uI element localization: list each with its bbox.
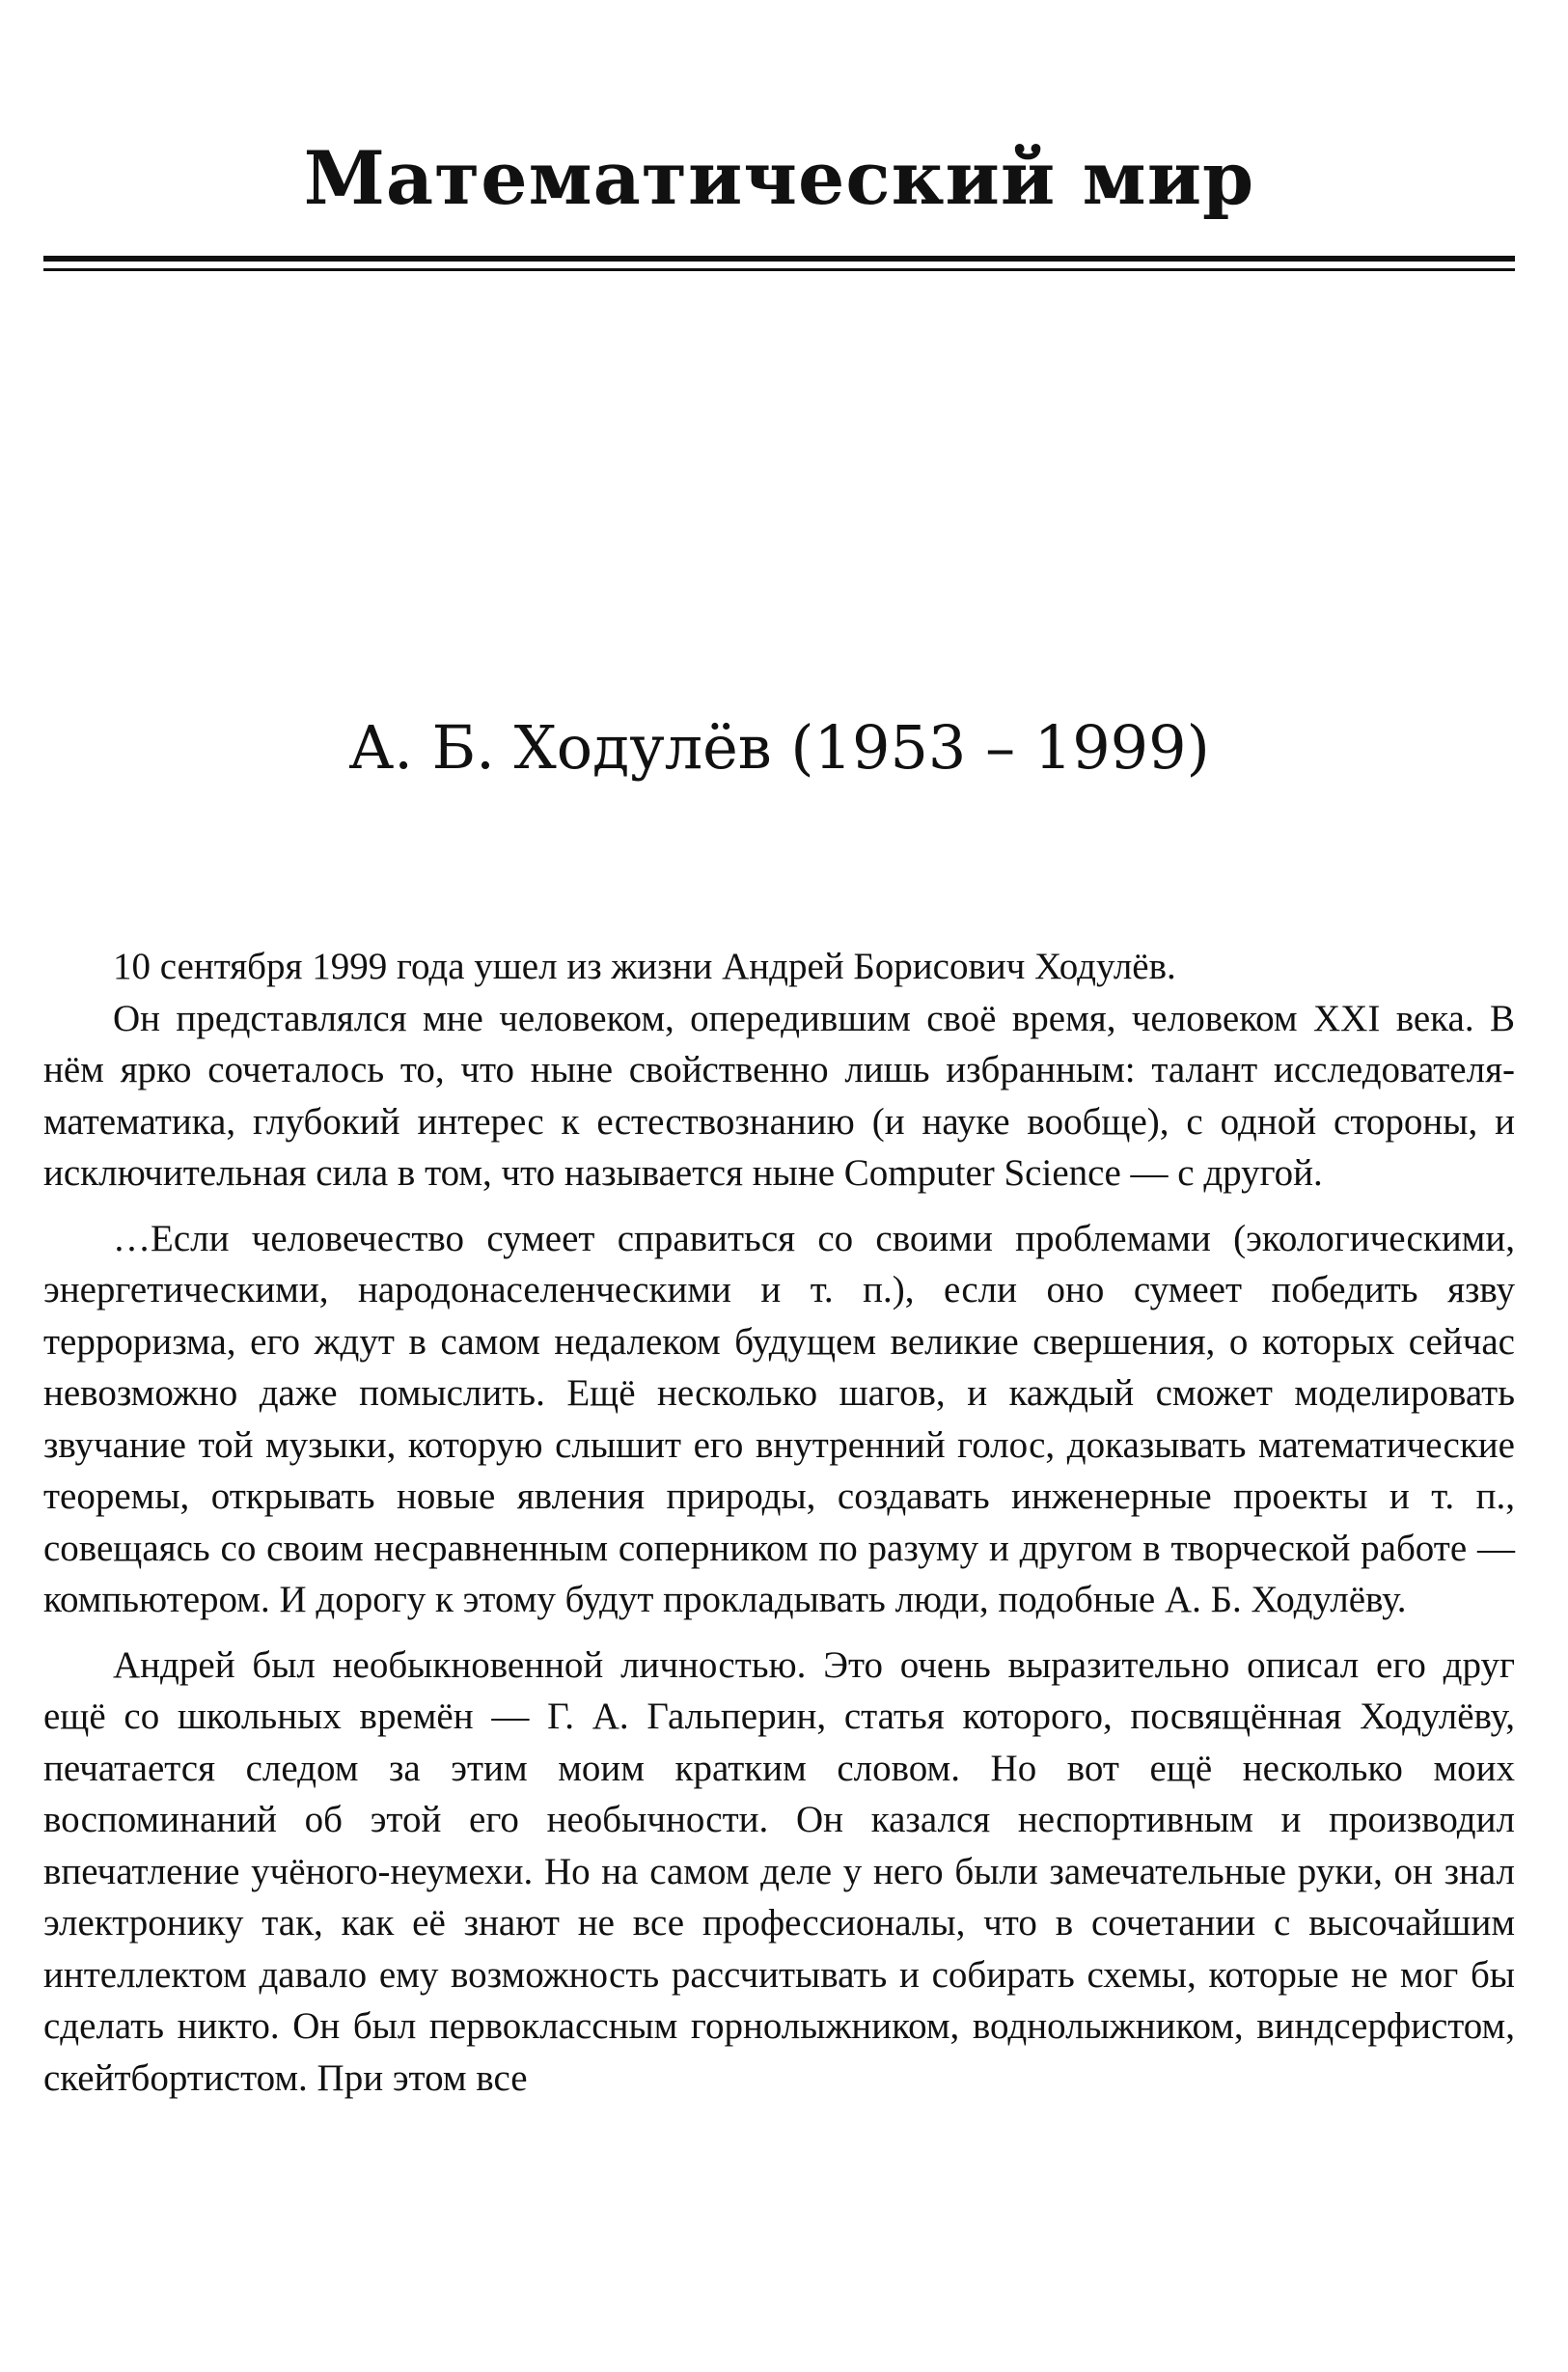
article-title: А. Б. Ходулёв (1953 – 1999) [348, 712, 1210, 783]
paragraph: Андрей был необыкновенной личностью. Это очень выразительно описал его друг ещё со школьных времён — Г. А. Гальперин, статья которого, посвящённая Ходулёву, печатается следом за этим моим кратким словом. Но вот ещё несколько моих воспоминаний об этой его необычности. Он казался неспортивным и производил впечатление учёного-неумехи. Но на самом деле у него были замечательные руки, он знал электронику так, как её знают не все профессионалы, что в сочетании с высочайшим интеллектом давало ему возможность рассчитывать и собирать схемы, которые не мог бы сделать никто. Он был первоклассным горнолыжником, воднолыжником, виндсерфистом, скейтбортистом. При этом все [43, 1643, 1515, 2099]
paragraph: …Если человечество сумеет справиться со своими проблемами (экологическими, энергетическими, народонаселенческими и т. п.), если оно сумеет победить язву терроризма, его ждут в самом недалеком будущем великие свершения, о которых сейчас невозможно даже помыслить. Ещё несколько шагов, и каждый сможет моделировать звучание той музыки, которую слышит его внутренний голос, доказывать математические теоремы, открывать новые явления природы, создавать инженерные проекты и т. п., совещаясь со своим несравненным соперником по разуму и другом в творческой работе — компьютером. И дорогу к этому будут прокладывать люди, подобные А. Б. Ходулёву. [43, 1217, 1515, 1620]
article-body [43, 941, 1515, 2104]
section-title: Математический мир [303, 135, 1255, 221]
header-rule-thick [43, 256, 1515, 262]
header-rule-thin [43, 268, 1515, 271]
paragraph: Он представлялся мне человеком, опередившим своё время, человеком XXI века. В нём ярко сочеталось то, что ныне свойственно лишь избранным: талант исследователя-математика, глубокий интерес к естествознанию (и науке вообще), с одной стороны, и исключительная сила в том, что называется ныне Computer Science — с другой. [43, 997, 1515, 1194]
paragraph: 10 сентября 1999 года ушел из жизни Андрей Борисович Ходулёв. [113, 946, 1176, 987]
